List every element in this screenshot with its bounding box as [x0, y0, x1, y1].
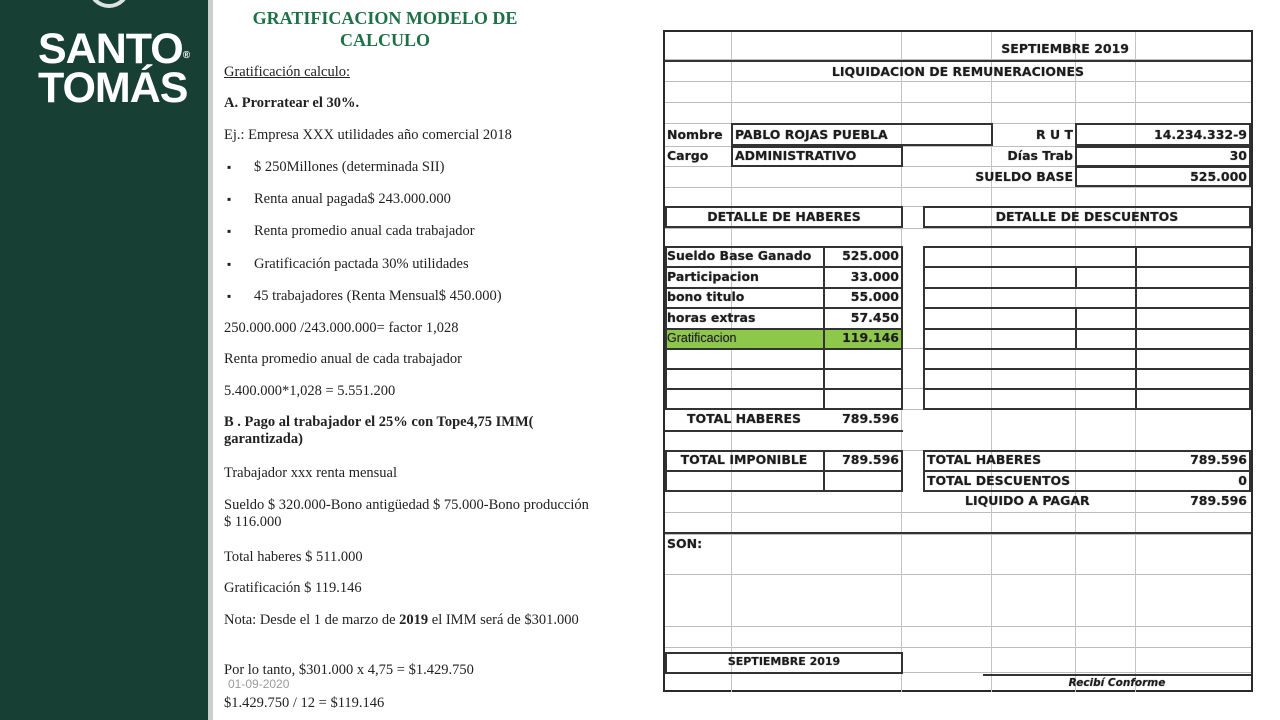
haber-label: horas extras [667, 310, 756, 325]
bullet-item: ▪ Renta anual pagada$ 243.000.000 [224, 191, 624, 208]
summary-haberes-label: TOTAL HABERES [927, 452, 1042, 467]
heading-calculo: Gratificación calculo: [224, 64, 351, 80]
por-lo-tanto-line: Por lo tanto, $301.000 x 4,75 = $1.429.750 [224, 662, 474, 678]
total-imponible-value: 789.596 [842, 452, 899, 467]
brand-logo [38, 25, 190, 112]
payslip [663, 30, 1253, 692]
renta-calc: 5.400.000*1,028 = 5.551.200 [224, 383, 396, 399]
section-b: B . Pago al trabajador el 25% con Tope4,75 IMM( garantizada) [224, 414, 534, 447]
brand-line-2: TOMÁS [38, 64, 188, 112]
total-haberes-line: Total haberes $ 511.000 [224, 549, 363, 565]
summary-descuentos-value: 0 [1238, 473, 1247, 488]
page-title: GRATIFICACION MODELO DE CALCULO [252, 8, 518, 50]
haber-value: 55.000 [850, 289, 899, 304]
bullet-item: ▪ $ 250Millones (determinada SII) [224, 159, 624, 176]
period: SEPTIEMBRE 2019 [1001, 41, 1129, 56]
haber-label: Gratificacion [667, 331, 737, 345]
logo-arc-icon [88, 0, 130, 8]
haber-label: Sueldo Base Ganado [667, 248, 812, 263]
nota-line [224, 612, 594, 629]
liquido-label: LIQUIDO A PAGAR [965, 493, 1090, 508]
brand-mark: ® [182, 50, 190, 61]
worker-line: Trabajador xxx renta mensual [224, 465, 398, 481]
total-haberes-label: TOTAL HABERES [686, 411, 802, 426]
summary-haberes-value: 789.596 [1190, 452, 1247, 467]
sidebar-divider [208, 0, 213, 720]
gratificacion-line: Gratificación $ 119.146 [224, 580, 362, 596]
haber-value: 33.000 [850, 269, 899, 284]
cargo-value: ADMINISTRATIVO [735, 148, 857, 163]
slide-date: 01-09-2020 [228, 677, 290, 691]
haberes-title: DETALLE DE HABERES [707, 209, 861, 224]
haber-label: bono titulo [667, 289, 745, 304]
haber-value: 119.146 [842, 330, 899, 345]
dias-value: 30 [1229, 148, 1247, 163]
sidebar [0, 0, 208, 720]
total-imponible-label: TOTAL IMPONIBLE [680, 452, 808, 467]
haber-value: 57.450 [850, 310, 899, 325]
summary-descuentos-label: TOTAL DESCUENTOS [927, 473, 1071, 488]
renta-label: Renta promedio anual de cada trabajador [224, 351, 462, 367]
example-line: Ej.: Empresa XXX utilidades año comercial 2018 [224, 127, 512, 143]
bullet-item: ▪ 45 trabajadores (Renta Mensual$ 450.000) [224, 288, 624, 305]
sueldo-line: Sueldo $ 320.000-Bono antigüedad $ 75.000-Bono producción $ 116.000 [224, 497, 589, 530]
factor-line: 250.000.000 /243.000.000= factor 1,028 [224, 320, 459, 336]
haber-label: Participacion [667, 269, 759, 284]
liquido-value: 789.596 [1190, 493, 1247, 508]
nota-text-2: el IMM será de $301.000 [428, 612, 579, 628]
descuentos-title: DETALLE DE DESCUENTOS [995, 209, 1179, 224]
total-haberes-value: 789.596 [842, 411, 899, 426]
haber-value: 525.000 [842, 248, 899, 263]
division-line: $1.429.750 / 12 = $119.146 [224, 695, 385, 711]
brand-line-1: SANTO [38, 25, 183, 73]
section-a: A. Prorratear el 30%. [224, 95, 360, 111]
bullet-item: ▪ Gratificación pactada 30% utilidades [224, 256, 624, 273]
son-label: SON: [667, 536, 703, 551]
rut-value: 14.234.332-9 [1154, 127, 1247, 142]
sueldo-base-value: 525.000 [1190, 169, 1247, 184]
nombre-value: PABLO ROJAS PUEBLA [735, 127, 888, 142]
nota-year: 2019 [399, 612, 429, 628]
nota-text: Nota: Desde el 1 de marzo de [224, 612, 400, 628]
nombre-label: Nombre [667, 127, 723, 142]
footer-period: SEPTIEMBRE 2019 [727, 655, 841, 668]
dias-label: Días Trab [1007, 148, 1073, 163]
rut-label: R U T [1035, 127, 1073, 142]
recibi-conforme: Recibí Conforme [1068, 677, 1166, 689]
payslip-heading: LIQUIDACION DE REMUNERACIONES [831, 64, 1085, 79]
bullet-item: ▪ Renta promedio anual cada trabajador [224, 223, 624, 240]
sueldo-base-label: SUELDO BASE [975, 169, 1073, 184]
cargo-label: Cargo [667, 148, 709, 163]
